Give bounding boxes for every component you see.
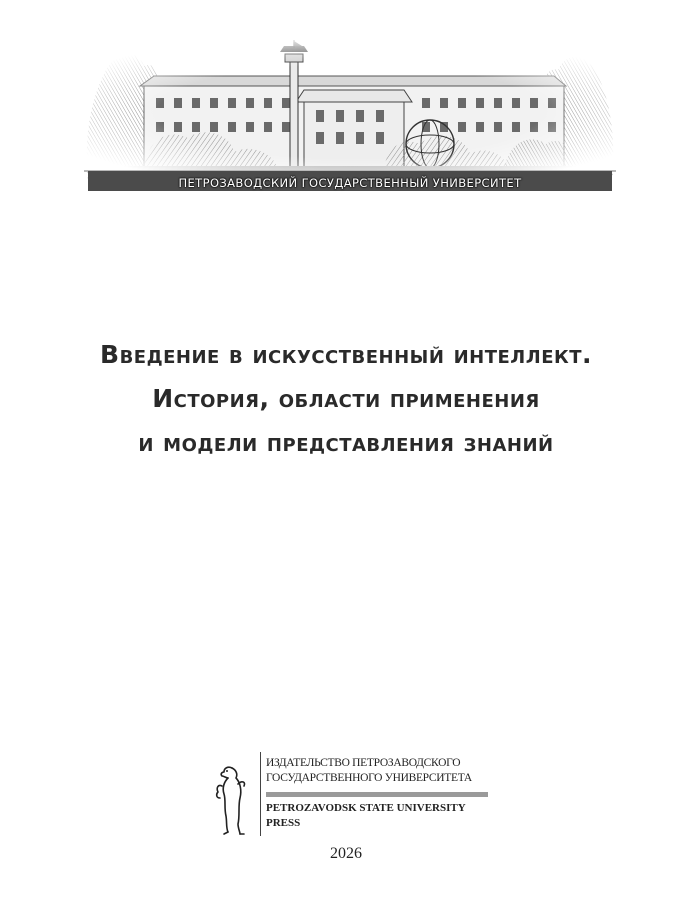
- imprint-divider: [260, 752, 261, 836]
- university-banner: [84, 40, 616, 190]
- publisher-imprint: [206, 752, 496, 842]
- bear-logo-icon: [210, 760, 250, 836]
- title-line-1: Введение в искусственный интеллект.: [100, 340, 592, 369]
- title-line-3: и модели представления знаний: [138, 428, 554, 457]
- banner-caption: ПЕТРОЗАВОДСКИЙ ГОСУДАРСТВЕННЫЙ УНИВЕРСИТЕТ: [178, 176, 522, 190]
- title-line-2: История, области применения: [152, 384, 540, 413]
- publication-year: 2026: [330, 845, 362, 862]
- publisher-en-line-1: PETROZAVODSK STATE UNIVERSITY: [266, 802, 466, 814]
- publisher-name-ru: [266, 756, 472, 786]
- book-title: [20, 333, 672, 465]
- university-building-sketch: [84, 40, 616, 192]
- publisher-ru-line-1: ИЗДАТЕЛЬСТВО ПЕТРОЗАВОДСКОГО: [266, 757, 461, 769]
- publisher-en-line-2: PRESS: [266, 817, 301, 829]
- publisher-name-en: [266, 801, 466, 831]
- publisher-ru-line-2: ГОСУДАРСТВЕННОГО УНИВЕРСИТЕТА: [266, 772, 472, 784]
- imprint-bar: [266, 792, 488, 797]
